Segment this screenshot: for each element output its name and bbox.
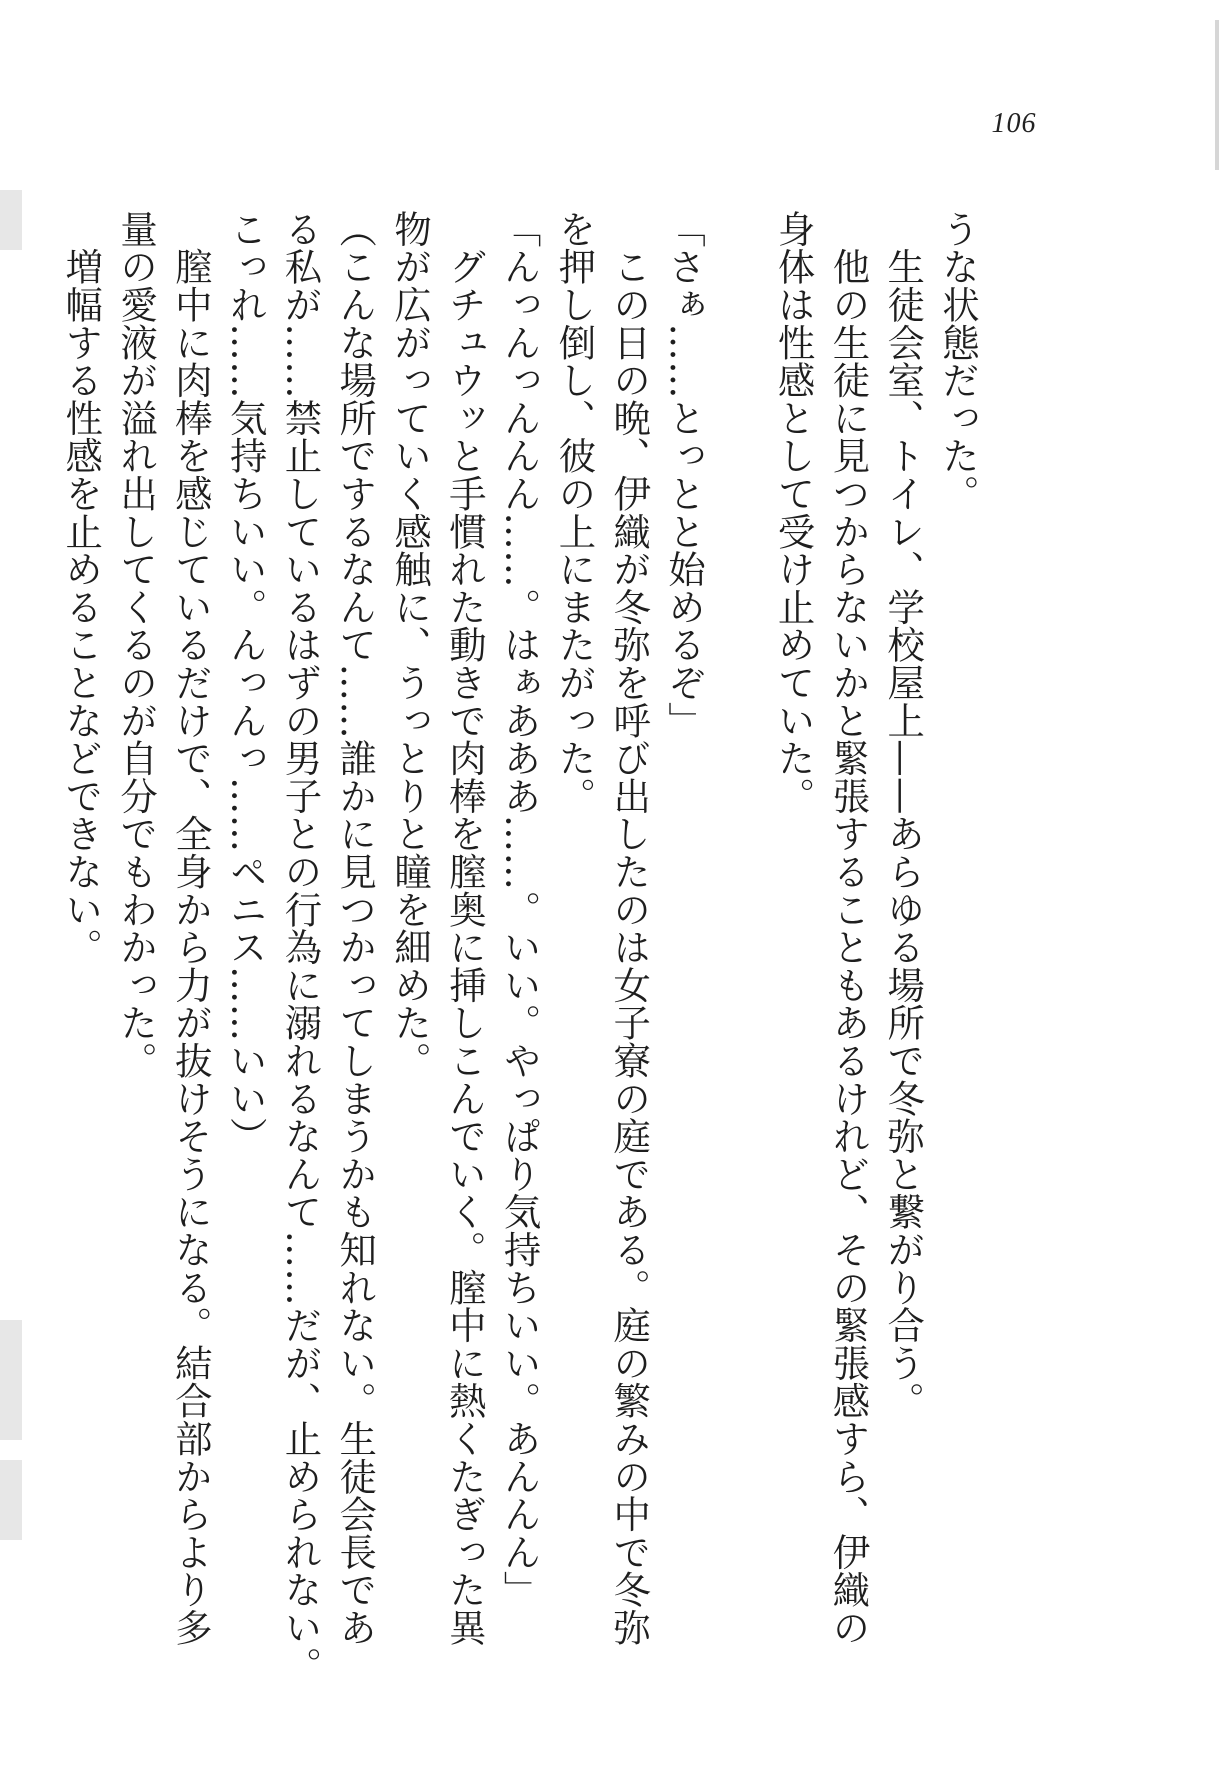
- text-line: を押し倒し、彼の上にまたがった。: [552, 210, 597, 815]
- text-line: （こんな場所でするなんて……誰かに見つかってしまうかも知れない。生徒会長であ: [333, 210, 378, 1647]
- text-line: 膣中に肉棒を感じているだけで、全身から力が抜けそうになる。結合部からより多: [168, 210, 213, 1647]
- page-number: 106: [991, 108, 1037, 139]
- scan-artifact: [0, 1320, 22, 1440]
- text-line: 他の生徒に見つからないかと緊張することもあるけれど、その緊張感すら、伊織の: [826, 210, 871, 1647]
- text-line: この日の晩、伊織が冬弥を呼び出したのは女子寮の庭である。庭の繁みの中で冬弥: [607, 210, 652, 1647]
- scan-artifact: [0, 1460, 22, 1540]
- text-line: 「さぁ……とっとと始めるぞ」: [662, 210, 707, 740]
- text-line: こっれ……気持ちいい。んっんっ……ペニス……いい）: [223, 210, 268, 1155]
- text-line: 量の愛液が溢れ出してくるのが自分でもわかった。: [114, 210, 159, 1080]
- text-line: 増幅する性感を止めることなどできない。: [59, 210, 104, 966]
- vertical-body-text: [59, 210, 985, 1685]
- text-line: る私が……禁止しているはずの男子との行為に溺れるなんて……だが、止められない。: [278, 210, 323, 1685]
- text-line: 身体は性感として受け止めていた。: [771, 210, 816, 815]
- text-line: うな状態だった。: [936, 210, 980, 513]
- blank-line: [711, 210, 766, 1630]
- text-line: グチュウッと手慣れた動きで肉棒を膣奥に挿しこんでいく。膣中に熱くたぎった異: [442, 210, 487, 1647]
- text-line: 「んっんっんんん……。はぁあああ……。いい。やっぱり気持ちいい。あんんん」: [497, 210, 542, 1609]
- text-line: 物が広がっていく感触に、うっとりと瞳を細めた。: [388, 210, 433, 1080]
- text-line: 生徒会室、トイレ、学校屋上——あらゆる場所で冬弥と繋がり合う。: [881, 210, 926, 1420]
- scan-edge-rule: [1215, 20, 1219, 170]
- scan-artifact: [0, 190, 22, 250]
